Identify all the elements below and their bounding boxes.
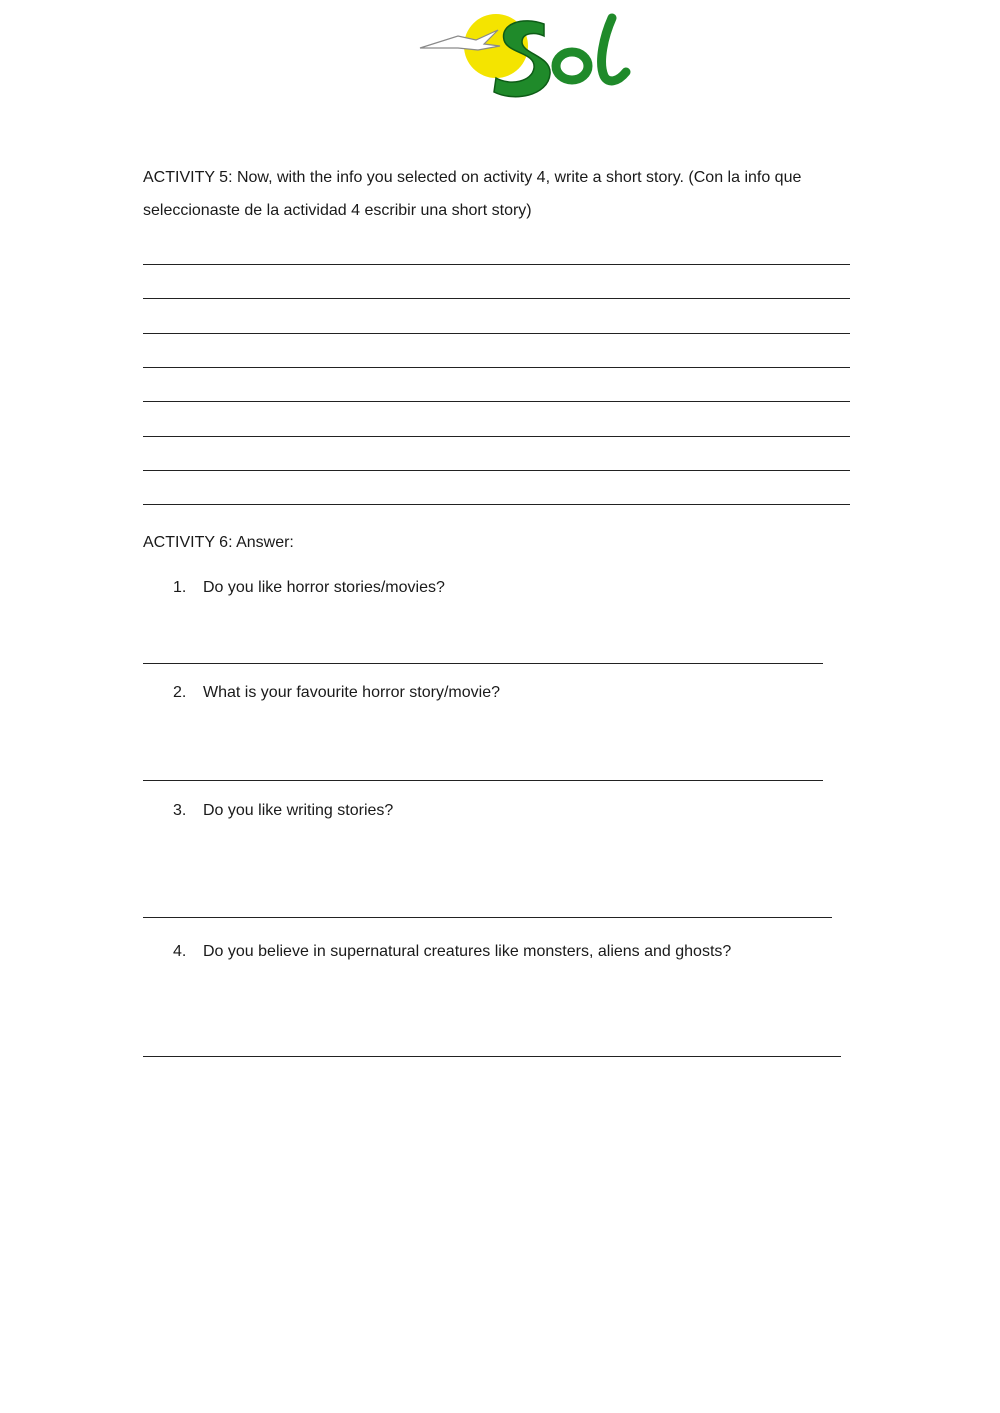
question-4: 4. Do you believe in supernatural creatures like monsters, aliens and ghosts?	[173, 943, 732, 960]
sol-logo	[418, 6, 632, 102]
logo-letter-o	[556, 52, 588, 80]
writing-line[interactable]	[143, 298, 850, 299]
answer-line-3[interactable]	[143, 917, 832, 918]
writing-line[interactable]	[143, 333, 850, 334]
question-2: 2. What is your favourite horror story/movie?	[173, 684, 500, 701]
answer-line-4[interactable]	[143, 1056, 841, 1057]
writing-line[interactable]	[143, 470, 850, 471]
activity5-prompt: ACTIVITY 5: Now, with the info you selected on activity 4, write a short story. (Con la info que seleccionaste de la actividad 4 escribir una short story)	[143, 169, 802, 219]
writing-line[interactable]	[143, 401, 850, 402]
question-1: 1. Do you like horror stories/movies?	[173, 579, 445, 596]
answer-line-1[interactable]	[143, 663, 823, 664]
answer-line-2[interactable]	[143, 780, 823, 781]
question-3: 3. Do you like writing stories?	[173, 802, 394, 819]
writing-line[interactable]	[143, 504, 850, 505]
writing-line[interactable]	[143, 264, 850, 265]
writing-line[interactable]	[143, 367, 850, 368]
activity6-title: ACTIVITY 6: Answer:	[143, 534, 294, 551]
logo-letter-l	[602, 18, 626, 81]
writing-line[interactable]	[143, 436, 850, 437]
